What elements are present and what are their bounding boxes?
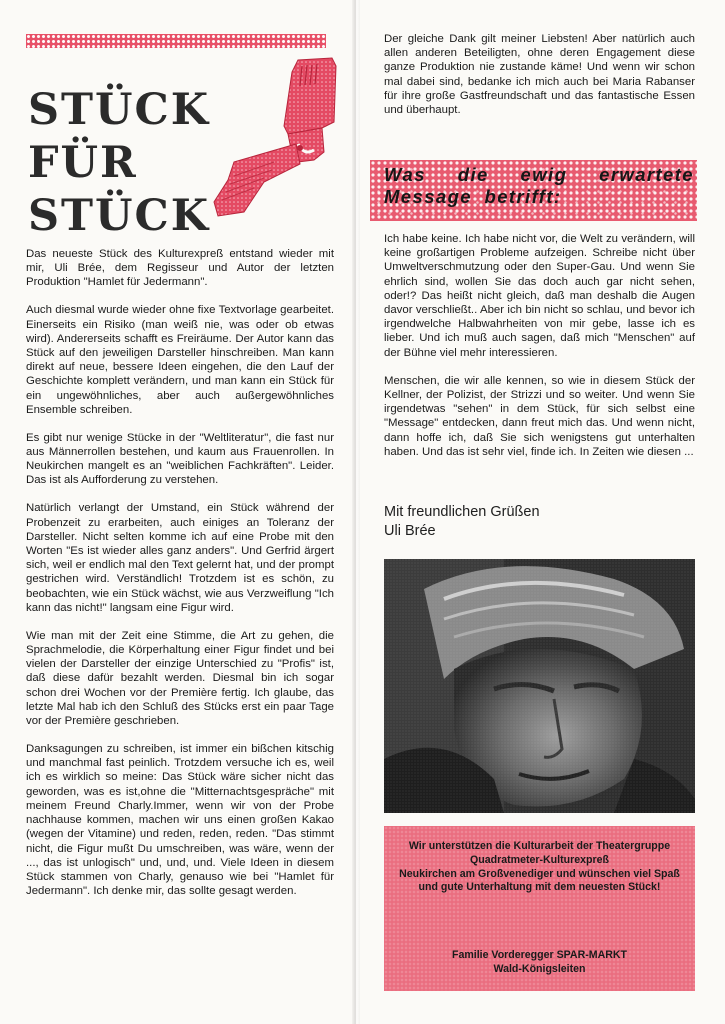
title-line: STÜCK — [28, 191, 211, 241]
closing-greeting — [384, 503, 695, 541]
author-portrait-photo — [384, 559, 695, 813]
pistol-illustration — [204, 52, 340, 220]
sponsor-line: und gute Unterhaltung mit dem neuesten Stück! — [418, 881, 661, 894]
paragraph: Auch diesmal wurde wieder ohne fixe Textvorlage gearbeitet. Einerseits ein Risiko (man weiß nie, was oder ob etwas wird). Andererseits schafft es Freiräume. Der Autor kann das Stück auf den jeweiligen Darsteller hinschreiben. Man kann direkt auf neue, bessere Ideen eingehen, die den Lauf der Geschichte komplett verändern, und man kann ein Stück für ein ungewöhnliches, aber auch außergewöhnliches Ensemble schreiben. — [26, 304, 334, 416]
page-title — [28, 84, 228, 243]
decorative-red-rule — [26, 34, 326, 48]
paragraph: Wie man mit der Zeit eine Stimme, die Art zu gehen, die Sprachmelodie, die Körperhaltung einer Figur findet und bei vielen der Darsteller der einzige Unterschied zu "Profis" ist, daß diese dafür bezahlt werden. Diesmal bin ich sogar schon drei Wochen vor der Première fertig. Ich glaube, das letzte Mal hab ich den Schluß des Stücks erst ein paar Tage vor der Première geschrieben. — [26, 629, 334, 728]
sponsor-name — [392, 949, 687, 977]
paragraph: Der gleiche Dank gilt meiner Liebsten! Aber natürlich auch allen anderen Beteiligten, ohne deren Engagement diese ganze Produktion nie zustande käme! Und wenn wir schon mal dabei sind, bedanke ich mich auch bei Maria Rabanser für ihre große Gastfreundschaft und das fantastische Essen und überhaupt. — [384, 33, 695, 117]
article-right-column — [384, 232, 695, 473]
paragraph: Das neueste Stück des Kulturexpreß entstand wieder mit mir, Uli Brée, dem Regisseur und Autor der letzten Produktion "Hamlet für Jedermann". — [26, 248, 334, 289]
article-right-intro — [384, 32, 695, 117]
sponsor-company: Familie Vorderegger SPAR-MARKT — [451, 949, 628, 961]
sponsor-line: Wir unterstützen die Kulturarbeit der Theatergruppe — [408, 840, 671, 852]
paragraph: Menschen, die wir alle kennen, so wie in diesem Stück der Kellner, der Polizist, der Strizzi und so weiter. Und wenn Sie irgendetwas "sehen" in dem Stück, für sich selbst eine "Message" entdecken, dann freut mich das. Und wenn nicht, dann hoffe ich, daß Sie sich wenigstens gut unterhalten haben. Und das ist sehr viel, finde ich. In Zeiten wie diesen ... — [384, 374, 695, 458]
article-left-column — [26, 247, 334, 912]
sponsor-location: Wald-Königsleiten — [493, 962, 586, 975]
title-line: STÜCK — [28, 85, 211, 135]
sponsor-line: Quadratmeter-Kulturexpreß — [470, 853, 609, 866]
greeting-text: Mit freundlichen Grüßen — [384, 504, 540, 520]
sponsor-message — [392, 840, 687, 895]
paragraph: Es gibt nur wenige Stücke in der "Weltliteratur", die fast nur aus Männerrollen bestehen, und kaum aus Frauenrollen. In Neukirchen mangelt es an "weiblichen Fachkräften". Leider. Das ist als Aufforderung zu verstehen. — [26, 431, 334, 487]
signature: Uli Brée — [384, 523, 436, 539]
paragraph: Danksagungen zu schreiben, ist immer ein bißchen kitschig und manchmal fast peinlich. Trotzdem versuche ich es, weil ich es wirklich so meine: Das Stück wäre sicher nicht das geworden, was es ist,ohne die "Mitternachtsgespräche" mit meinem Freund Charly.Immer, wenn wir von der Probe nachhause kommen, machen wir uns einen großen Kakao (wegen der Vitamine) und reden, reden, reden. "Das stimmt nicht, die Figur mußt Du umschreiben, was wäre, wenn der ..., das ist unlogisch" und, und, und. Viele Ideen in diesem Stück stammen von Charly, genauso wie bei "Hamlet für Jedermann". Ich denke mir, das sollte gesagt werden. — [26, 743, 334, 898]
section-headline: Was die ewig erwartete Message betrifft: — [384, 164, 694, 207]
page-fold — [352, 0, 360, 1024]
paragraph: Natürlich verlangt der Umstand, ein Stück während der Probenzeit zu erarbeiten, auch einiges an Toleranz der Darsteller. Nicht selten komme ich auf eine Probe mit den Worten "Es ist wieder alles ganz anders". Und Gerfrid ärgert sich, weil er endlich mal den Text gelernt hat, und der prompt gestrichen wird. Verständlich! Trotzdem ist es schön, zu beobachten, wie ein Stück wächst, wie aus Verzweiflung "Ich kann das nicht!" langsam eine Figur wird. — [26, 502, 334, 614]
sponsor-line: Neukirchen am Großvenediger und wünschen viel Spaß — [399, 867, 680, 880]
title-line: FÜR — [28, 138, 138, 188]
paragraph: Ich habe keine. Ich habe nicht vor, die Welt zu verändern, will keine großartigen Probleme aufzeigen. Schreibe nicht über Umweltverschmutzung oder den Super-Gau. Und wenn Sie ehrlich sind, wollen Sie das doch auch gar nicht sehen, oder!? Das heißt nicht gleich, daß man deshalb die Augen davor verschließt.. Aber ich bin nicht so schlau, und bevor ich irgendwelche Halbwahrheiten von mir gebe, lasse ich es lieber. Und ich muß auch sagen, daß mich "Menschen" auf der Bühne viel mehr interessieren. — [384, 233, 695, 359]
